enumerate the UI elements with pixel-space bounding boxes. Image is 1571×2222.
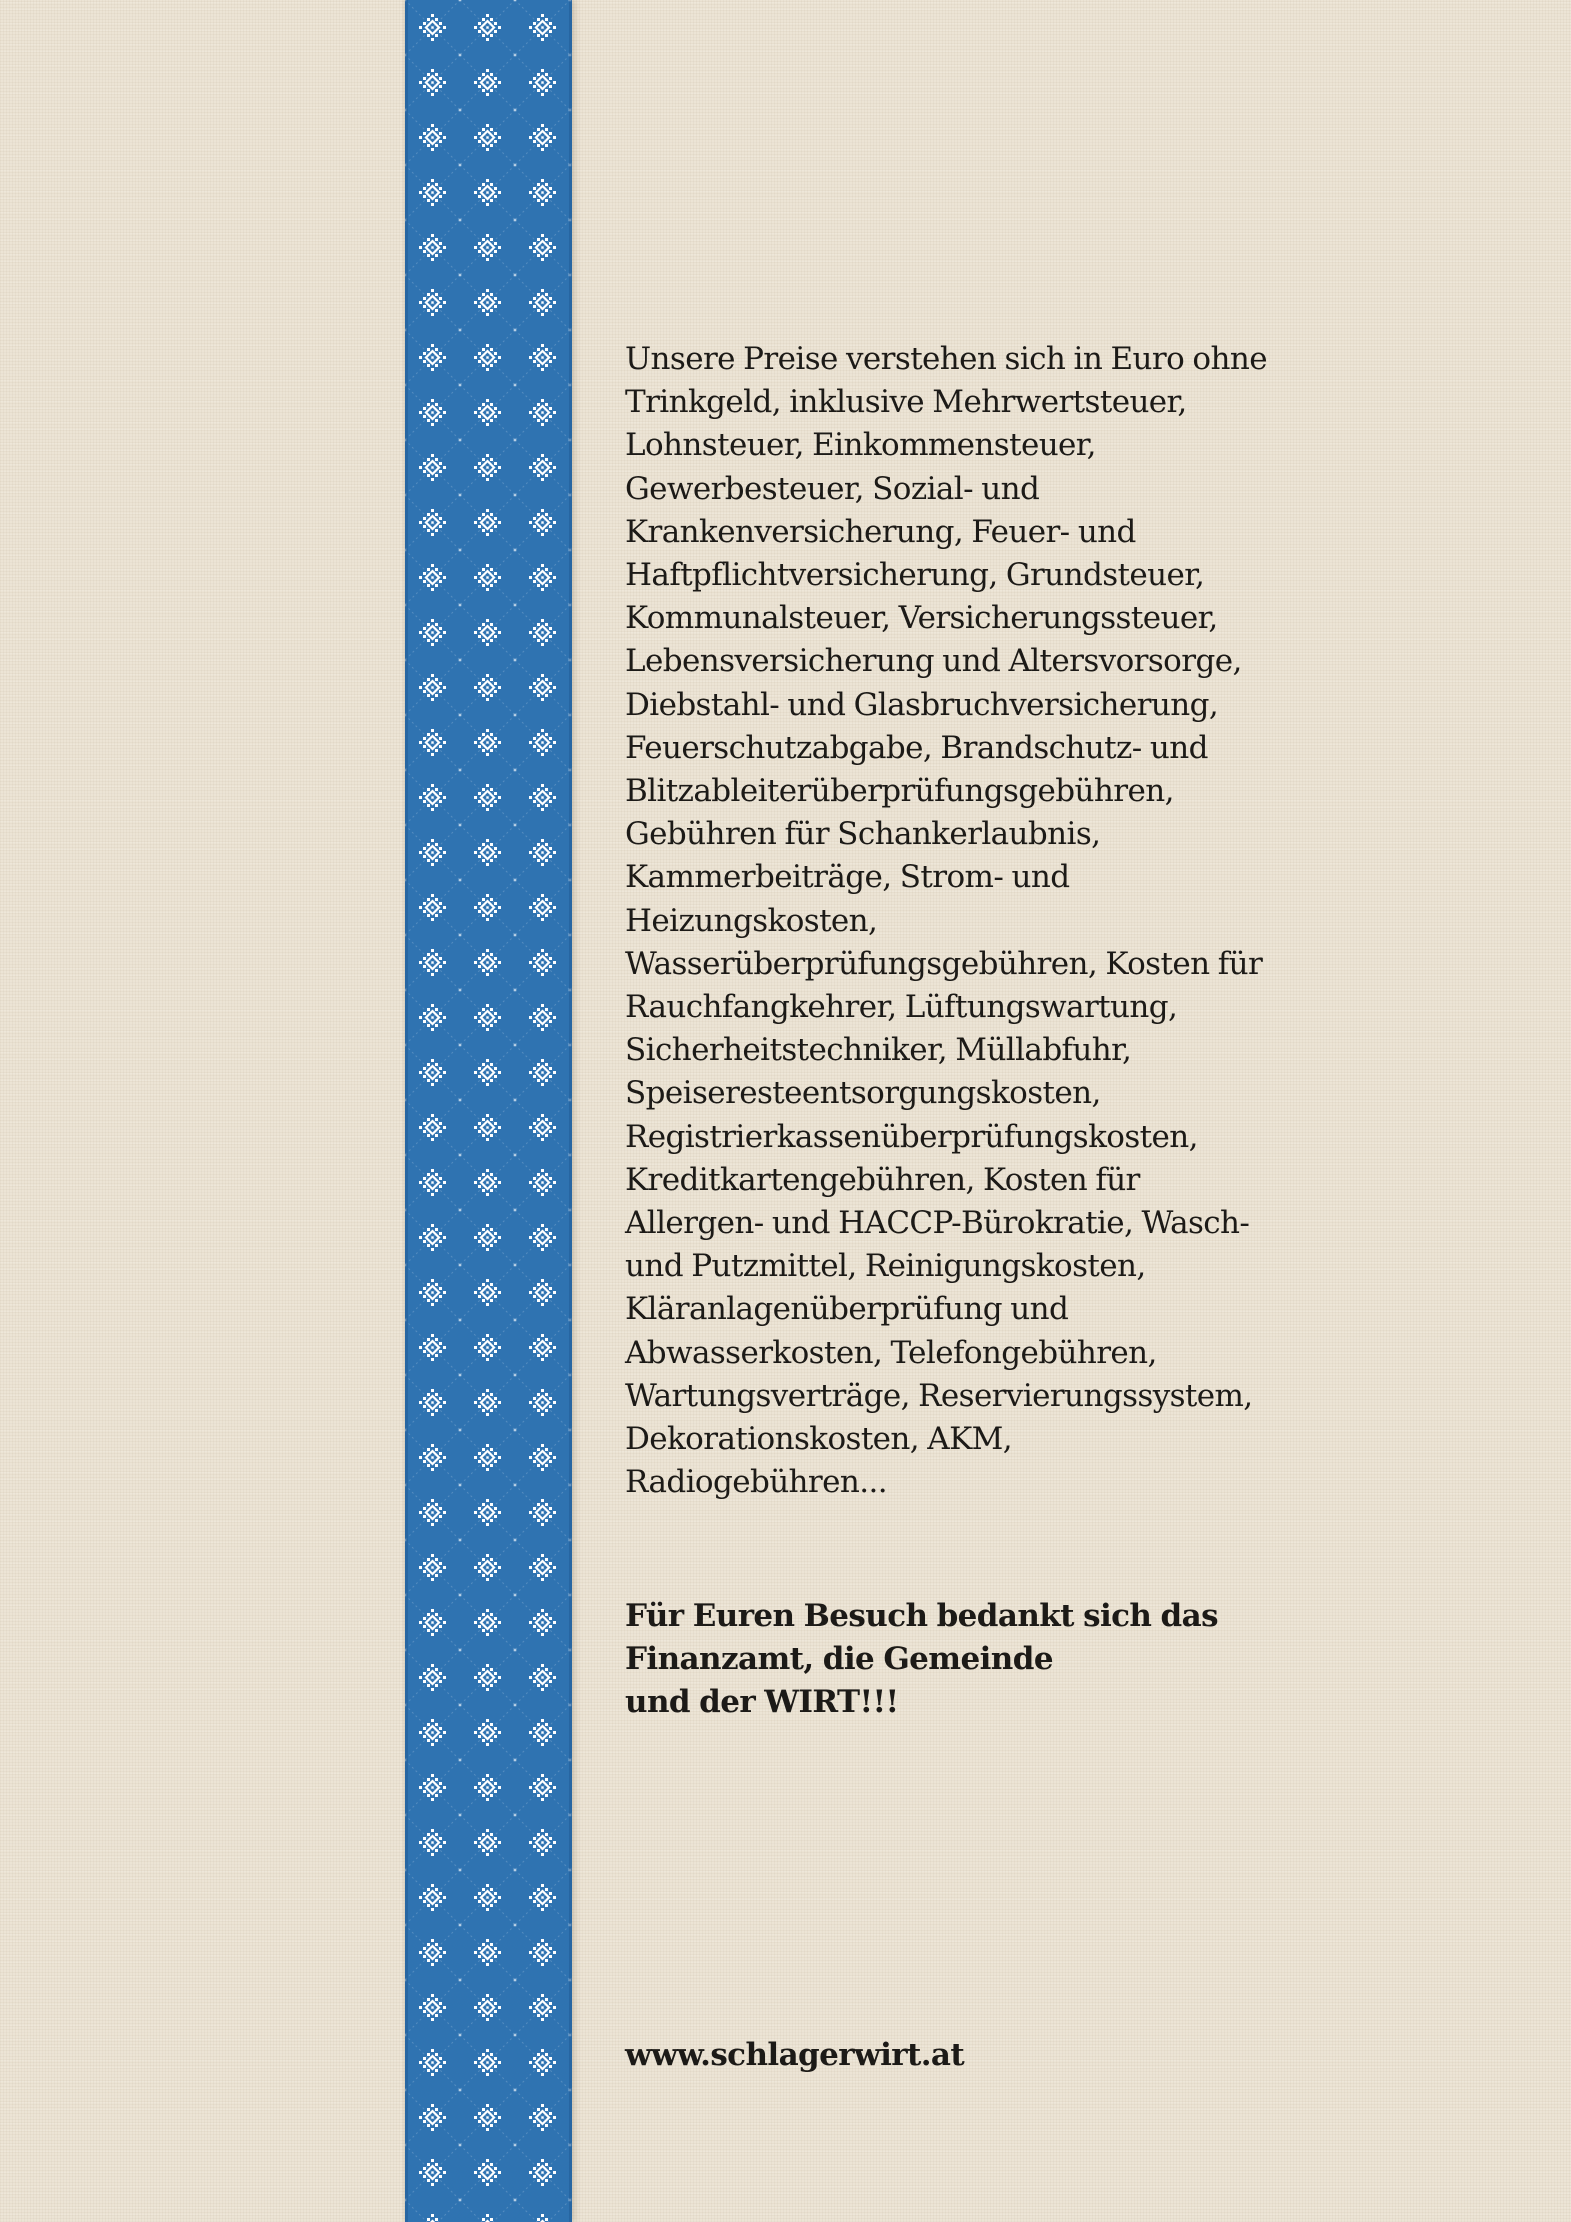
price-note-block	[625, 338, 1315, 1504]
price-note-line: Kläranlagenüberprüfung und	[625, 1291, 1069, 1328]
thanks-message	[625, 1595, 1218, 1724]
price-note-line: Heizungskosten,	[625, 902, 878, 939]
price-note-line: Lebensversicherung und Altersvorsorge,	[625, 643, 1242, 680]
price-note-line: Allergen- und HACCP-Bürokratie, Wasch-	[625, 1205, 1250, 1242]
price-note-line: Rauchfangkehrer, Lüftungswartung,	[625, 989, 1178, 1026]
price-note-line: Dekorationskosten, AKM,	[625, 1421, 1013, 1458]
price-note-line: und Putzmittel, Reinigungskosten,	[625, 1248, 1146, 1285]
thanks-line: Finanzamt, die Gemeinde	[625, 1641, 1053, 1677]
price-note-line: Kreditkartengebühren, Kosten für	[625, 1161, 1140, 1198]
price-note-line: Radiogebühren...	[625, 1464, 888, 1501]
price-note-line: Gewerbesteuer, Sozial- und	[625, 470, 1040, 507]
price-note-line: Diebstahl- und Glasbruchversicherung,	[625, 686, 1219, 723]
decorative-ribbon	[405, 0, 572, 2222]
price-note-line: Krankenversicherung, Feuer- und	[625, 513, 1136, 550]
price-note-line: Abwasserkosten, Telefongebühren,	[625, 1334, 1157, 1371]
price-note-line: Trinkgeld, inklusive Mehrwertsteuer,	[625, 384, 1187, 421]
price-note-line: Sicherheitstechniker, Müllabfuhr,	[625, 1032, 1132, 1069]
price-note-line: Feuerschutzabgabe, Brandschutz- und	[625, 729, 1208, 766]
price-note-line: Unsere Preise verstehen sich in Euro ohne	[625, 341, 1267, 377]
price-note-line: Wasserüberprüfungsgebühren, Kosten für	[625, 945, 1263, 982]
price-note-line: Gebühren für Schankerlaubnis,	[625, 816, 1101, 853]
price-note-line: Registrierkassenüberprüfungskosten,	[625, 1118, 1198, 1155]
price-note-line: Speiseresteentsorgungskosten,	[625, 1075, 1101, 1112]
price-note-line: Kammerbeiträge, Strom- und	[625, 859, 1070, 896]
diamond-pattern-icon	[405, 0, 572, 2222]
price-note	[625, 338, 1315, 1504]
price-note-line: Haftpflichtversicherung, Grundsteuer,	[625, 557, 1205, 594]
thanks-line: und der WIRT!!!	[625, 1684, 899, 1720]
price-note-line: Blitzableiterüberprüfungsgebühren,	[625, 773, 1174, 810]
price-note-line: Lohnsteuer, Einkommensteuer,	[625, 427, 1096, 464]
website-url: www.schlagerwirt.at	[625, 2037, 965, 2073]
price-note-line: Kommunalsteuer, Versicherungssteuer,	[625, 600, 1218, 637]
thanks-line: Für Euren Besuch bedankt sich das	[625, 1598, 1218, 1634]
price-note-line: Wartungsverträge, Reservierungssystem,	[625, 1377, 1253, 1414]
